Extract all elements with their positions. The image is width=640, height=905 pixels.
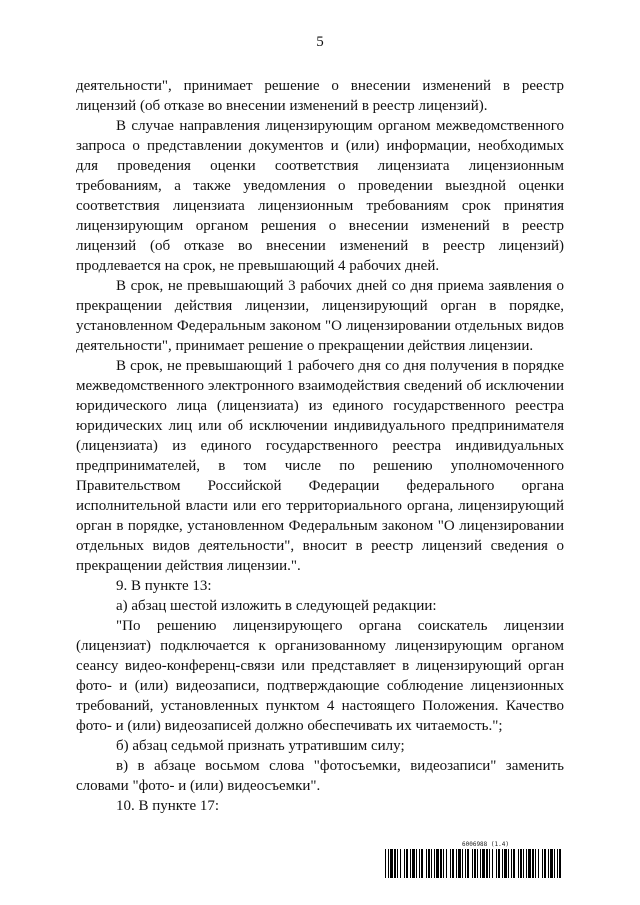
barcode-caption: 6006988 (1.4) <box>462 841 509 848</box>
document-body <box>76 76 564 816</box>
paragraph-license-termination: В срок, не превышающий 3 рабочих дней со дня приема заявления о прекращении действия лицензии, лицензирующий орган в порядке, установленном Федеральным законом "О лицензировании отдельных видов деятельности", принимает решение о прекращении действия лицензии. <box>76 278 564 354</box>
page-number: 5 <box>316 34 324 50</box>
paragraph-continuation: деятельности", принимает решение о внесении изменений в реестр лицензий (об отказе во внесении изменений в реестр лицензий). <box>76 78 564 114</box>
paragraph-subitem-a: а) абзац шестой изложить в следующей редакции: <box>116 598 437 614</box>
paragraph-subitem-c: в) в абзаце восьмом слова "фотосъемки, видеозаписи" заменить словами "фото- и (или) видеосъемки". <box>76 758 564 794</box>
paragraph-video-conference: "По решению лицензирующего органа соискатель лицензии (лицензиат) подключается к организованному лицензирующим органом сеансу видео-конференц-связи или представляет в лицензирующий орган фото- и (или) видеозаписи, подтверждающие соблюдение лицензионных требований, установленных пунктом 4 настоящего Положения. Качество фото- и (или) видеозаписей должно обеспечивать их читаемость."; <box>76 618 564 734</box>
barcode-image <box>385 849 563 878</box>
paragraph-interagency-request: В случае направления лицензирующим органом межведомственного запроса о представлении документов и (или) информации, необходимых для проведения оценки соответствия лицензиата лицензионным требованиям, а также уведомления о проведении выездной оценки соответствия лицензиата лицензионным требованиям срок принятия лицензирующим органом решения о внесении изменений в реестр лицензий (об отказе во внесении изменений в реестр лицензий) продлевается на срок, не превышающий 4 рабочих дней. <box>76 118 564 274</box>
paragraph-registry-exclusion: В срок, не превышающий 1 рабочего дня со дня получения в порядке межведомственного электронного взаимодействия сведений об исключении юридического лица (лицензиата) из единого государственного реестра юридических лиц или об исключении индивидуального предпринимателя (лицензиата) из единого государственного реестра индивидуальных предпринимателей, в том числе по решению уполномоченного Правительством Российской Федерации федерального органа исполнительной власти или его территориального органа, лицензирующий орган в порядке, установленном Федеральным законом "О лицензировании отдельных видов деятельности", вносит в реестр лицензий сведения о прекращении действия лицензии.". <box>76 358 564 574</box>
paragraph-clause-9: 9. В пункте 13: <box>116 578 212 594</box>
paragraph-clause-10: 10. В пункте 17: <box>116 798 220 814</box>
paragraph-subitem-b: б) абзац седьмой признать утратившим силу; <box>116 738 405 754</box>
